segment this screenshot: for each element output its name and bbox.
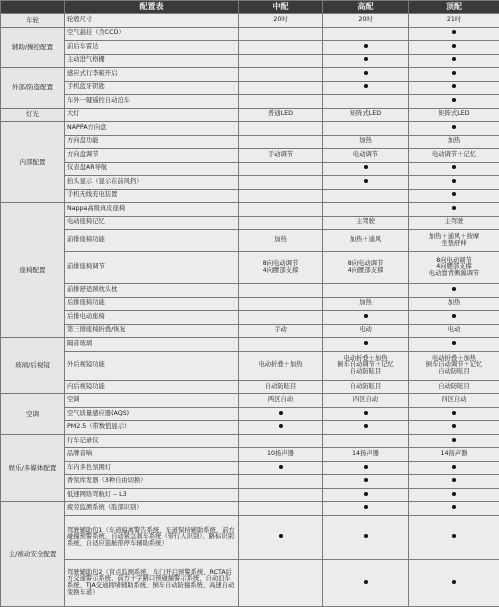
feature-cell: Nappa高级真皮座椅 [65, 203, 239, 217]
value-cell [409, 515, 499, 559]
value-cell [409, 54, 499, 68]
value-cell [409, 407, 499, 421]
value-cell: 加热 [409, 297, 499, 311]
feature-cell: 主动进气格栅 [65, 54, 239, 68]
value-cell: 电动折叠＋加热 倒车自动调节＋记忆 自动防眩目 [409, 351, 499, 380]
value-cell: 8向电动调节 4向腰部支撑 电动靠背侧翼调节 [409, 252, 499, 284]
feature-cell: 感应式行李箱开启 [65, 68, 239, 82]
value-cell [323, 68, 409, 82]
included-dot-icon [364, 341, 368, 345]
value-cell [323, 189, 409, 203]
table-row [1, 324, 499, 338]
value-cell: 手动调节 [239, 149, 323, 163]
value-cell [323, 515, 409, 559]
feature-cell: 隔音玻璃 [65, 338, 239, 352]
header-level-mid: 中配 [239, 1, 323, 14]
feature-cell: 车外一键遥控自动泊车 [65, 95, 239, 109]
feature-cell: 空调 [65, 394, 239, 408]
header-blank [1, 1, 65, 14]
value-cell [323, 560, 409, 607]
value-cell: 加热 [409, 135, 499, 149]
included-dot-icon [452, 465, 456, 469]
table-row [1, 407, 499, 421]
value-cell [409, 122, 499, 136]
feature-cell: 驾驶辅助包2（盲点监测系统、车门开启预警系统、RCTA后方交通警示系统、前方十字路口预碰撞警示系统、自动泊车系统、TJA交通拥堵辅助系统、倒车自动防撞系统、高速自动变换车道） [65, 560, 239, 607]
feature-cell: 仪表盘AR导航 [65, 162, 239, 176]
value-cell: 电动 [409, 324, 499, 338]
value-cell [239, 189, 323, 203]
value-cell [409, 95, 499, 109]
included-dot-icon [279, 424, 283, 428]
value-cell: 主驾驶 [409, 216, 499, 230]
value-cell [239, 176, 323, 190]
value-cell [323, 54, 409, 68]
value-cell: 四区自动 [409, 394, 499, 408]
included-dot-icon [364, 314, 368, 318]
included-dot-icon [452, 57, 456, 61]
feature-cell: 手机无线充电装置 [65, 189, 239, 203]
value-cell [409, 203, 499, 217]
table-row [1, 252, 499, 284]
included-dot-icon [452, 341, 456, 345]
table-row [1, 488, 499, 502]
table-row [1, 394, 499, 408]
feature-cell: 后排电动座椅 [65, 311, 239, 325]
feature-cell: PM2.5（带数值显示） [65, 421, 239, 435]
value-cell [239, 461, 323, 475]
table-row [1, 95, 499, 109]
table-row [1, 351, 499, 380]
feature-cell: 疲劳监测系统（脸部识别） [65, 502, 239, 516]
table-row [1, 203, 499, 217]
value-cell [239, 54, 323, 68]
feature-cell: NAPPA方向盘 [65, 122, 239, 136]
feature-cell: 轮毂尺寸 [65, 14, 239, 28]
value-cell [239, 41, 323, 55]
feature-cell: 空气悬挂（含CCD） [65, 27, 239, 41]
table-row [1, 284, 499, 298]
included-dot-icon [279, 534, 283, 538]
value-cell: 自动防眩目 [239, 380, 323, 394]
value-cell [323, 27, 409, 41]
value-cell [323, 284, 409, 298]
value-cell [409, 68, 499, 82]
value-cell [323, 41, 409, 55]
value-cell [239, 216, 323, 230]
value-cell: 手动 [239, 324, 323, 338]
value-cell: 加热 [323, 297, 409, 311]
value-cell: 8向电动调节 4向腰部支撑 [239, 252, 323, 284]
table-row [1, 176, 499, 190]
value-cell [239, 434, 323, 448]
value-cell [239, 203, 323, 217]
value-cell [239, 421, 323, 435]
value-cell [239, 475, 323, 489]
value-cell [239, 122, 323, 136]
value-cell [323, 203, 409, 217]
included-dot-icon [452, 492, 456, 496]
value-cell [409, 502, 499, 516]
feature-cell: 品牌音响 [65, 448, 239, 462]
value-cell [409, 461, 499, 475]
table-row [1, 41, 499, 55]
value-cell [323, 176, 409, 190]
included-dot-icon [452, 478, 456, 482]
value-cell [409, 488, 499, 502]
value-cell [409, 421, 499, 435]
value-cell [409, 189, 499, 203]
value-cell: 10扬声器 [239, 448, 323, 462]
feature-cell: 车内多色氛围灯 [65, 461, 239, 475]
included-dot-icon [452, 411, 456, 415]
value-cell: 电动调节 [323, 149, 409, 163]
value-cell [239, 488, 323, 502]
feature-cell: 电动座椅记忆 [65, 216, 239, 230]
table-row [1, 81, 499, 95]
included-dot-icon [364, 492, 368, 496]
category-cell: 玻璃/后视镜 [1, 338, 65, 394]
included-dot-icon [364, 179, 368, 183]
feature-cell: 前排舒适颈枕头枕 [65, 284, 239, 298]
included-dot-icon [364, 71, 368, 75]
value-cell [239, 502, 323, 516]
value-cell [409, 27, 499, 41]
feature-cell: 方向盘功能 [65, 135, 239, 149]
value-cell [409, 311, 499, 325]
value-cell [409, 81, 499, 95]
value-cell [409, 162, 499, 176]
value-cell [239, 297, 323, 311]
table-row [1, 338, 499, 352]
feature-cell: 第三排座椅折叠/恢复 [65, 324, 239, 338]
value-cell [239, 135, 323, 149]
table-row [1, 434, 499, 448]
table-row [1, 162, 499, 176]
value-cell [239, 284, 323, 298]
included-dot-icon [452, 192, 456, 196]
table-row [1, 448, 499, 462]
value-cell [239, 311, 323, 325]
value-cell: 矩阵式LED [323, 108, 409, 122]
value-cell [323, 162, 409, 176]
table-row [1, 311, 499, 325]
value-cell [323, 407, 409, 421]
value-cell [239, 338, 323, 352]
value-cell: 20吋 [323, 14, 409, 28]
value-cell: 加热 [323, 135, 409, 149]
value-cell: 主驾驶 [323, 216, 409, 230]
value-cell: 两区自动 [239, 394, 323, 408]
included-dot-icon [364, 57, 368, 61]
value-cell [323, 434, 409, 448]
feature-cell: 驾驶辅助包1（车道偏离警告系统、车道保持辅助系统、前方碰撞预警系统、自动紧急刹车系统（带行人识别）、路标识别系统、自适应巡航带停车辅助系统） [65, 515, 239, 559]
included-dot-icon [452, 424, 456, 428]
feature-cell: 外后视镜功能 [65, 351, 239, 380]
included-dot-icon [364, 465, 368, 469]
feature-cell: 抬头显示（显示在前风挡） [65, 176, 239, 190]
category-cell: 车轮 [1, 14, 65, 28]
table-row [1, 461, 499, 475]
feature-cell: 后排座椅功能 [65, 297, 239, 311]
value-cell [323, 488, 409, 502]
feature-cell: 低速网络驾航灯 ‒ L3 [65, 488, 239, 502]
included-dot-icon [452, 580, 456, 584]
category-cell: 内部配置 [1, 122, 65, 203]
feature-cell: 前后车雷达 [65, 41, 239, 55]
value-cell: 电动折叠＋加热 [239, 351, 323, 380]
included-dot-icon [279, 411, 283, 415]
value-cell: 四区自动 [323, 394, 409, 408]
value-cell [409, 475, 499, 489]
category-cell: 主/被动安全配置 [1, 502, 65, 607]
value-cell [323, 502, 409, 516]
included-dot-icon [364, 478, 368, 482]
category-cell: 空调 [1, 394, 65, 435]
included-dot-icon [452, 71, 456, 75]
value-cell: 自动防眩目 [409, 380, 499, 394]
table-row [1, 54, 499, 68]
value-cell [239, 560, 323, 607]
table-row [1, 475, 499, 489]
table-row [1, 68, 499, 82]
value-cell: 21吋 [409, 14, 499, 28]
value-cell [323, 95, 409, 109]
value-cell [323, 338, 409, 352]
value-cell [323, 475, 409, 489]
feature-cell: 前排座椅调节 [65, 252, 239, 284]
included-dot-icon [452, 534, 456, 538]
table-row [1, 216, 499, 230]
value-cell [409, 176, 499, 190]
value-cell [409, 41, 499, 55]
table-row [1, 108, 499, 122]
table-header [1, 1, 499, 14]
value-cell: 加热 [239, 230, 323, 252]
included-dot-icon [364, 505, 368, 509]
table-row [1, 421, 499, 435]
feature-cell: 手机蓝牙钥匙 [65, 81, 239, 95]
included-dot-icon [364, 44, 368, 48]
category-cell: 外部/防盗配置 [1, 68, 65, 109]
value-cell: 8向电动调节 4向腰部支撑 [323, 252, 409, 284]
value-cell: 20吋 [239, 14, 323, 28]
feature-cell: 大灯 [65, 108, 239, 122]
included-dot-icon [452, 84, 456, 88]
value-cell [239, 407, 323, 421]
included-dot-icon [364, 424, 368, 428]
header-title: 配置表 [65, 1, 239, 14]
value-cell: 电动调节＋记忆 [409, 149, 499, 163]
included-dot-icon [364, 165, 368, 169]
table-row [1, 230, 499, 252]
table-row [1, 502, 499, 516]
value-cell [239, 515, 323, 559]
included-dot-icon [452, 98, 456, 102]
value-cell [323, 122, 409, 136]
category-cell: 座椅配置 [1, 203, 65, 338]
category-cell: 灯光 [1, 108, 65, 122]
included-dot-icon [452, 314, 456, 318]
included-dot-icon [279, 465, 283, 469]
table-row [1, 515, 499, 559]
value-cell [323, 421, 409, 435]
table-row [1, 297, 499, 311]
included-dot-icon [452, 44, 456, 48]
value-cell [409, 284, 499, 298]
category-cell: 辅助/操控配置 [1, 27, 65, 68]
table-row [1, 380, 499, 394]
feature-cell: 香氛库发器（3种自由切换） [65, 475, 239, 489]
category-cell: 娱乐/多媒体配置 [1, 434, 65, 502]
value-cell [239, 68, 323, 82]
value-cell [409, 560, 499, 607]
table-row [1, 122, 499, 136]
feature-cell: 行车记录仪 [65, 434, 239, 448]
value-cell: 矩阵式LED [409, 108, 499, 122]
value-cell [323, 461, 409, 475]
included-dot-icon [364, 534, 368, 538]
value-cell [409, 434, 499, 448]
table-row [1, 14, 499, 28]
included-dot-icon [452, 165, 456, 169]
included-dot-icon [452, 179, 456, 183]
included-dot-icon [452, 30, 456, 34]
included-dot-icon [452, 287, 456, 291]
included-dot-icon [364, 411, 368, 415]
value-cell: 普通LED [239, 108, 323, 122]
value-cell [239, 95, 323, 109]
value-cell: 自动防眩目 [323, 380, 409, 394]
included-dot-icon [364, 84, 368, 88]
included-dot-icon [452, 206, 456, 210]
value-cell: 14扬声器 [323, 448, 409, 462]
feature-cell: 方向盘调节 [65, 149, 239, 163]
table-row [1, 135, 499, 149]
value-cell [239, 81, 323, 95]
included-dot-icon [364, 580, 368, 584]
included-dot-icon [452, 438, 456, 442]
value-cell: 加热＋通风 [323, 230, 409, 252]
feature-cell: 空气质量感应器(AQS) [65, 407, 239, 421]
value-cell [239, 27, 323, 41]
included-dot-icon [452, 125, 456, 129]
feature-cell: 内后视镜功能 [65, 380, 239, 394]
table-row [1, 189, 499, 203]
value-cell: 加热＋通风＋按摩 坐垫舒伸 [409, 230, 499, 252]
value-cell: 14扬声器 [409, 448, 499, 462]
table-row [1, 27, 499, 41]
value-cell: 电动 [323, 324, 409, 338]
table-row [1, 149, 499, 163]
value-cell [239, 162, 323, 176]
header-level-top: 顶配 [409, 1, 499, 14]
table-row [1, 560, 499, 607]
feature-cell: 前排座椅功能 [65, 230, 239, 252]
included-dot-icon [452, 505, 456, 509]
value-cell [323, 81, 409, 95]
value-cell [409, 338, 499, 352]
header-level-high: 高配 [323, 1, 409, 14]
value-cell [323, 311, 409, 325]
value-cell: 电动折叠＋加热 倒车自动调节＋记忆 自动防眩目 [323, 351, 409, 380]
